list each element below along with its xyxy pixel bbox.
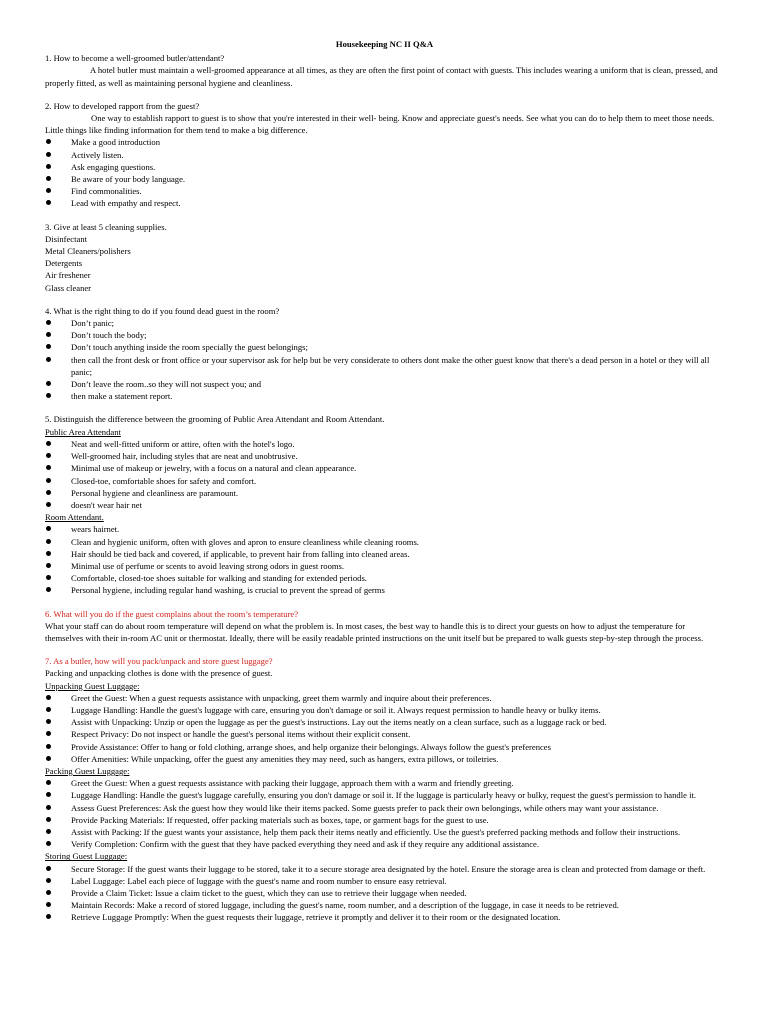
list-item: Luggage Handling: Handle the guest's luggage with care, ensuring you don't damage or soil it. Always request permission to handle heavy or bulky items. [45,704,724,716]
list-item: Assess Guest Preferences: Ask the guest how they would like their items packed. Some guests prefer to pack their own belongings, while others may want your assistance. [45,802,724,814]
list-item: Clean and hygienic uniform, often with gloves and apron to ensure cleanliness while cleaning rooms. [45,536,724,548]
list-item: Detergents [45,258,83,269]
list-item: Maintain Records: Make a record of stored luggage, including the guest's name, room number, and a description of the luggage, in case it needs to be retrieved. [45,899,724,911]
unpacking-list [45,692,724,765]
list-item: Don’t leave the room..so they will not suspect you; and [45,378,724,390]
list-item: Comfortable, closed-toe shoes suitable for walking and standing for extended periods. [45,572,724,584]
list-item: Label Luggage: Label each piece of luggage with the guest's name and room number to ensure easy retrieval. [45,875,724,887]
list-item: Don’t touch anything inside the room specially the guest belongings; [45,341,724,353]
list-item: Well-groomed hair, including styles that are neat and unobtrusive. [45,450,724,462]
list-item: Find commonalities. [45,185,724,197]
packing-heading: Packing Guest Luggage: [45,765,130,776]
room-attendant-list [45,523,724,596]
list-item: Greet the Guest: When a guest requests assistance with unpacking, greet them warmly and inquire about their preferences. [45,692,724,704]
list-item: Neat and well-fitted uniform or attire, often with the hotel's logo. [45,438,724,450]
list-item: Actively listen. [45,149,724,161]
answer-1: A hotel butler must maintain a well-groomed appearance at all times, as they are often the first point of contact with guests. This includes wearing a uniform that is clean, pressed, and properly fitted, as well as maintaining personal hygiene and cleanliness. [45,65,718,88]
list-item: Lead with empathy and respect. [45,197,724,209]
list-item: Provide a Claim Ticket: Issue a claim ticket to the guest, which they can use to retrieve their luggage when needed. [45,887,724,899]
question-5: 5. Distinguish the difference between the grooming of Public Area Attendant and Room Attendant. [45,414,385,425]
question-3: 3. Give at least 5 cleaning supplies. [45,221,167,232]
list-item: Personal hygiene, including regular hand washing, is crucial to prevent the spread of germs [45,584,724,596]
list-item: Provide Assistance: Offer to hang or fold clothing, arrange shoes, and help organize their belongings. Always follow the guest's preferences [45,741,724,753]
list-item: doesn't wear hair net [45,499,724,511]
unpacking-heading: Unpacking Guest Luggage: [45,680,140,691]
list-item: Minimal use of perfume or scents to avoid leaving strong odors in guest rooms. [45,560,724,572]
list-item: Glass cleaner [45,282,92,293]
question-2: 2. How to developed rapport from the guest? [45,100,200,111]
packing-list [45,777,724,850]
rapport-list [45,136,724,209]
question-6: 6. What will you do if the guest complains about the room’s temperature? [45,608,299,619]
question-7: 7. As a butler, how will you pack/unpack and store guest luggage? [45,656,273,667]
list-item: Air freshener [45,270,91,281]
list-item: wears hairnet. [45,523,724,535]
list-item: Greet the Guest: When a guest requests assistance with packing their luggage, approach them with a warm and friendly greeting. [45,777,724,789]
storing-list [45,863,724,924]
list-item: Luggage Handling: Handle the guest's luggage carefully, ensuring you don't damage or soil it. If the luggage is particularly heavy or bulky, request the guest's permission to handle it. [45,789,724,801]
list-item: Assist with Unpacking: Unzip or open the luggage as per the guest's instructions. Lay out the items neatly on a clean surface, such as a luggage rack or bed. [45,716,724,728]
list-item: Offer Amenities: While unpacking, offer the guest any amenities they may need, such as hangers, extra pillows, or toiletries. [45,753,724,765]
list-item: Don’t touch the body; [45,329,724,341]
list-item: Assist with Packing: If the guest wants your assistance, help them pack their items neatly and efficiently. Use the guest's preferred packing methods and follow their instructions. [45,826,724,838]
list-item: Retrieve Luggage Promptly: When the guest requests their luggage, retrieve it promptly and deliver it to their room or the designated location. [45,911,724,923]
question-1: 1. How to become a well-groomed butler/attendant? [45,53,225,64]
list-item: Disinfectant [45,233,87,244]
document-title: Housekeeping NC II Q&A [335,39,434,49]
list-item: Closed-toe, comfortable shoes for safety and comfort. [45,475,724,487]
dead-guest-steps-list [45,317,724,402]
list-item: Verify Completion: Confirm with the guest that they have packed everything they need and ask if they require any additional assistance. [45,838,724,850]
list-item: Make a good introduction [45,136,724,148]
list-item: Respect Privacy: Do not inspect or handle the guest's personal items without their explicit consent. [45,728,724,740]
list-item: then make a statement report. [45,390,724,402]
list-item: Be aware of your body language. [45,173,724,185]
public-area-list [45,438,724,511]
list-item: Secure Storage: If the guest wants their luggage to be stored, take it to a secure storage area designated by the hotel. Ensure the storage area is clean and protected from damage or theft. [45,863,724,875]
answer-6: What your staff can do about room temperature will depend on what the problem is. In most cases, the best way to handle this is to direct your guests on how to adjust the temperature for themselves with their in-room AC unit or thermostat. Ideally, there will be easily readable printed instructions on the unit itself but be prepared to walk guests step-by-step through the process. [45,620,704,643]
cleaning-supplies-list [45,233,724,294]
list-item: Ask engaging questions. [45,161,724,173]
list-item: Hair should be tied back and covered, if applicable, to prevent hair from falling into cleaned areas. [45,548,724,560]
answer-2: One way to establish rapport to guest is to show that you're interested in their well- being. Know and appreciate guest's needs. See what you can do to help them to meet those needs. Little things like finding information for them tend to make a big difference. [45,113,715,136]
list-item: Don’t panic; [45,317,724,329]
room-attendant-heading: Room Attendant. [45,512,104,523]
list-item: then call the front desk or front office or your supervisor ask for help but be very considerate to others dont make the other guest know that there's a dead person in a hotel or they will all panic; [45,354,724,378]
question-4: 4. What is the right thing to do if you found dead guest in the room? [45,305,280,316]
public-area-heading: Public Area Attendant [45,426,121,437]
list-item: Provide Packing Materials: If requested, offer packing materials such as boxes, tape, or garment bags for the guest to use. [45,814,724,826]
list-item: Metal Cleaners/polishers [45,246,131,257]
list-item: Minimal use of makeup or jewelry, with a focus on a natural and clean appearance. [45,462,724,474]
storing-heading: Storing Guest Luggage: [45,851,128,862]
list-item: Personal hygiene and cleanliness are paramount. [45,487,724,499]
answer-7-intro: Packing and unpacking clothes is done with the presence of guest. [45,668,273,679]
